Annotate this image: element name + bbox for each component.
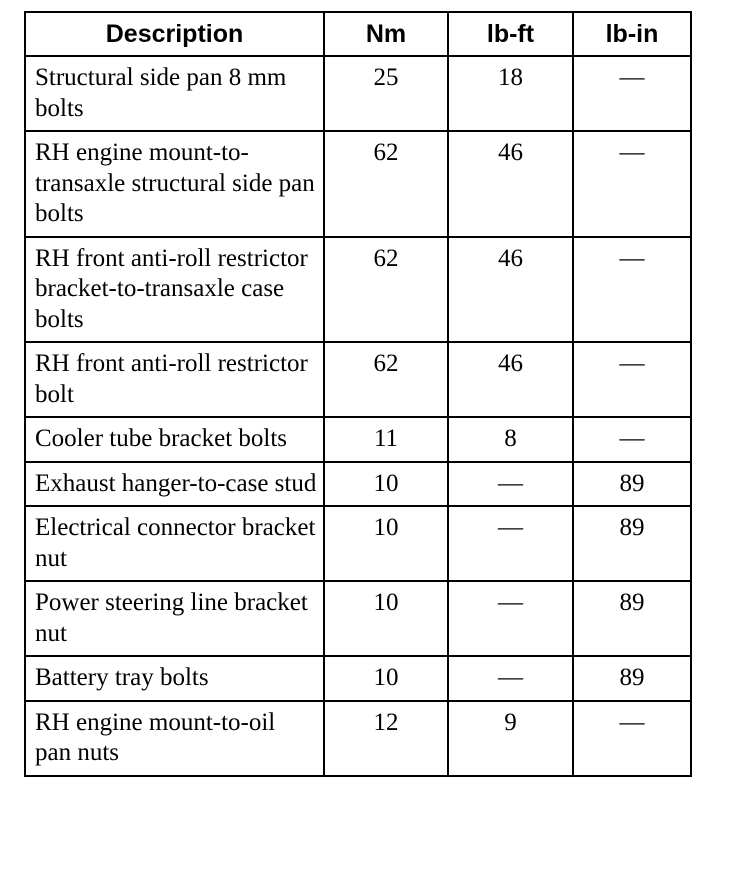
cell-nm: 12: [324, 701, 448, 776]
cell-description: RH engine mount-to-oil pan nuts: [25, 701, 324, 776]
table-row: [25, 656, 691, 701]
cell-description: Structural side pan 8 mm bolts: [25, 56, 324, 131]
cell-description: RH front anti-roll restrictor bolt: [25, 342, 324, 417]
cell-lbin: —: [573, 417, 691, 462]
cell-description: RH engine mount-to-transaxle structural side pan bolts: [25, 131, 324, 237]
cell-nm: 62: [324, 237, 448, 343]
cell-nm: 10: [324, 581, 448, 656]
table-row: [25, 417, 691, 462]
cell-nm: 62: [324, 131, 448, 237]
table-row: [25, 581, 691, 656]
table-row: [25, 506, 691, 581]
cell-lbft: 8: [448, 417, 573, 462]
cell-description: Electrical connector bracket nut: [25, 506, 324, 581]
table-row: [25, 131, 691, 237]
cell-lbin: —: [573, 237, 691, 343]
cell-lbft: —: [448, 462, 573, 507]
cell-nm: 25: [324, 56, 448, 131]
cell-description: Cooler tube bracket bolts: [25, 417, 324, 462]
header-nm: Nm: [324, 12, 448, 56]
header-description: Description: [25, 12, 324, 56]
table-row: [25, 462, 691, 507]
cell-nm: 11: [324, 417, 448, 462]
cell-lbft: —: [448, 581, 573, 656]
cell-lbft: 46: [448, 342, 573, 417]
cell-lbin: —: [573, 701, 691, 776]
cell-lbft: —: [448, 656, 573, 701]
cell-lbft: 46: [448, 131, 573, 237]
cell-lbft: 9: [448, 701, 573, 776]
torque-spec-table: [24, 11, 692, 777]
header-lbin: lb-in: [573, 12, 691, 56]
cell-lbin: 89: [573, 656, 691, 701]
header-row: [25, 12, 691, 56]
table-body: [25, 56, 691, 776]
cell-nm: 62: [324, 342, 448, 417]
table-row: [25, 237, 691, 343]
cell-description: Battery tray bolts: [25, 656, 324, 701]
cell-description: Power steering line bracket nut: [25, 581, 324, 656]
table-header: [25, 12, 691, 56]
cell-lbft: 46: [448, 237, 573, 343]
cell-lbin: —: [573, 131, 691, 237]
table-row: [25, 701, 691, 776]
cell-lbft: —: [448, 506, 573, 581]
cell-lbin: —: [573, 56, 691, 131]
cell-nm: 10: [324, 462, 448, 507]
table-row: [25, 56, 691, 131]
cell-nm: 10: [324, 506, 448, 581]
cell-lbft: 18: [448, 56, 573, 131]
cell-description: Exhaust hanger-to-case stud: [25, 462, 324, 507]
header-lbft: lb-ft: [448, 12, 573, 56]
cell-lbin: 89: [573, 506, 691, 581]
cell-lbin: 89: [573, 462, 691, 507]
cell-lbin: 89: [573, 581, 691, 656]
cell-lbin: —: [573, 342, 691, 417]
table-row: [25, 342, 691, 417]
cell-nm: 10: [324, 656, 448, 701]
cell-description: RH front anti-roll restrictor bracket-to-transaxle case bolts: [25, 237, 324, 343]
